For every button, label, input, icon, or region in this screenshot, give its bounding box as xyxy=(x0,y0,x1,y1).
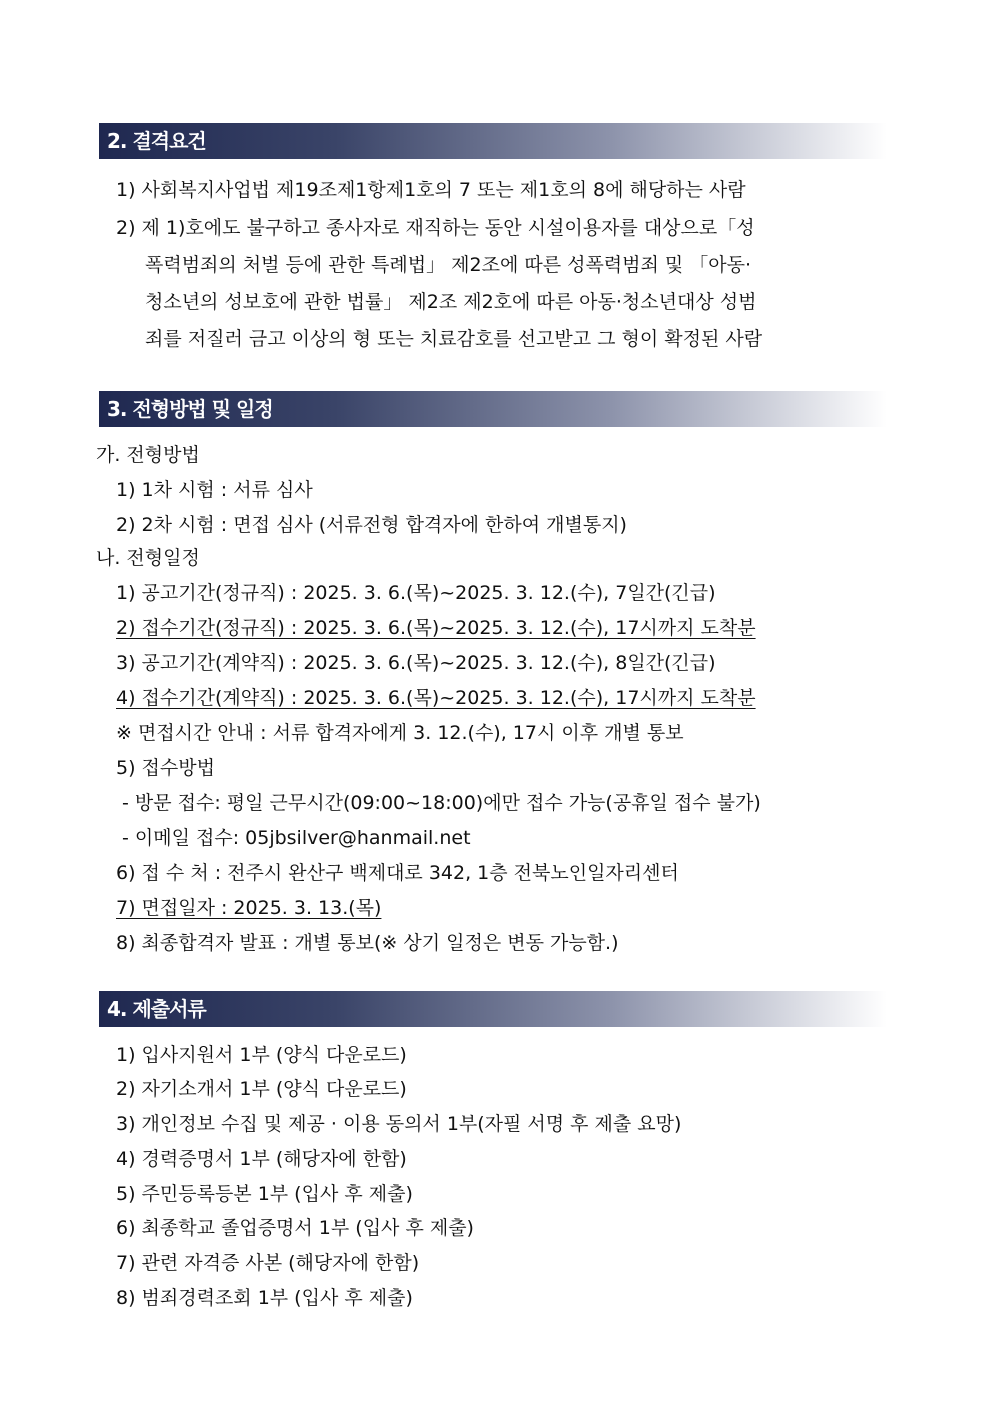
list-item: 1) 입사지원서 1부 (양식 다운로드) xyxy=(116,1044,407,1066)
list-item: 3) 공고기간(계약직) : 2025. 3. 6.(목)~2025. 3. 12.(수), 8일간(긴급) xyxy=(116,652,716,674)
list-item: 7) 관련 자격증 사본 (해당자에 한함) xyxy=(116,1252,420,1274)
list-item: 8) 최종합격자 발표 : 개별 통보(※ 상기 일정은 변동 가능함.) xyxy=(116,932,619,954)
list-item: 4) 경력증명서 1부 (해당자에 한함) xyxy=(116,1148,407,1170)
list-item-underlined: 7) 면접일자 : 2025. 3. 13.(목) xyxy=(116,897,382,919)
list-item: 2) 제 1)호에도 불구하고 종사자로 재직하는 동안 시설이용자를 대상으로「성 xyxy=(116,217,755,239)
list-item-underlined: 4) 접수기간(계약직) : 2025. 3. 6.(목)~2025. 3. 12.(수), 17시까지 도착분 xyxy=(116,687,756,709)
list-item: 8) 범죄경력조회 1부 (입사 후 제출) xyxy=(116,1287,413,1309)
list-item: 2) 자기소개서 1부 (양식 다운로드) xyxy=(116,1078,407,1100)
section-title: 4. 제출서류 xyxy=(107,997,206,1021)
list-item: 6) 최종학교 졸업증명서 1부 (입사 후 제출) xyxy=(116,1217,474,1239)
list-item: 3) 개인정보 수집 및 제공 · 이용 동의서 1부(자필 서명 후 제출 요망) xyxy=(116,1113,682,1135)
section-header-selection-schedule xyxy=(99,391,887,427)
list-item: 1) 공고기간(정규직) : 2025. 3. 6.(목)~2025. 3. 12.(수), 7일간(긴급) xyxy=(116,582,716,604)
section-title: 2. 결격요건 xyxy=(107,129,206,153)
list-item: 6) 접 수 처 : 전주시 완산구 백제대로 342, 1층 전북노인일자리센터 xyxy=(116,862,679,884)
list-item-continuation: 청소년의 성보호에 관한 법률」 제2조 제2호에 따른 아동·청소년대상 성범 xyxy=(145,291,757,313)
subheading: 나. 전형일정 xyxy=(96,547,200,569)
subheading: 가. 전형방법 xyxy=(96,444,200,466)
list-item: 5) 주민등록등본 1부 (입사 후 제출) xyxy=(116,1183,413,1205)
list-item-underlined: 2) 접수기간(정규직) : 2025. 3. 6.(목)~2025. 3. 12.(수), 17시까지 도착분 xyxy=(116,617,756,639)
list-item: 2) 2차 시험 : 면접 심사 (서류전형 합격자에 한하여 개별통지) xyxy=(116,514,627,536)
sub-list-item-email: - 이메일 접수: 05jbsilver@hanmail.net xyxy=(122,827,471,849)
section-header-required-documents xyxy=(99,991,887,1027)
section-title: 3. 전형방법 및 일정 xyxy=(107,397,273,421)
list-item-continuation: 폭력범죄의 처벌 등에 관한 특례법」 제2조에 따른 성폭력범죄 및 「아동· xyxy=(145,254,752,276)
section-header-disqualification xyxy=(99,123,887,159)
list-item: 1) 1차 시험 : 서류 심사 xyxy=(116,479,313,501)
sub-list-item: - 방문 접수: 평일 근무시간(09:00~18:00)에만 접수 가능(공휴일 접수 불가) xyxy=(122,792,761,814)
list-item: 5) 접수방법 xyxy=(116,757,215,779)
notice-item: ※ 면접시간 안내 : 서류 합격자에게 3. 12.(수), 17시 이후 개별 통보 xyxy=(116,722,684,744)
list-item: 1) 사회복지사업법 제19조제1항제1호의 7 또는 제1호의 8에 해당하는 사람 xyxy=(116,179,746,201)
list-item-continuation: 죄를 저질러 금고 이상의 형 또는 치료감호를 선고받고 그 형이 확정된 사람 xyxy=(145,328,763,350)
